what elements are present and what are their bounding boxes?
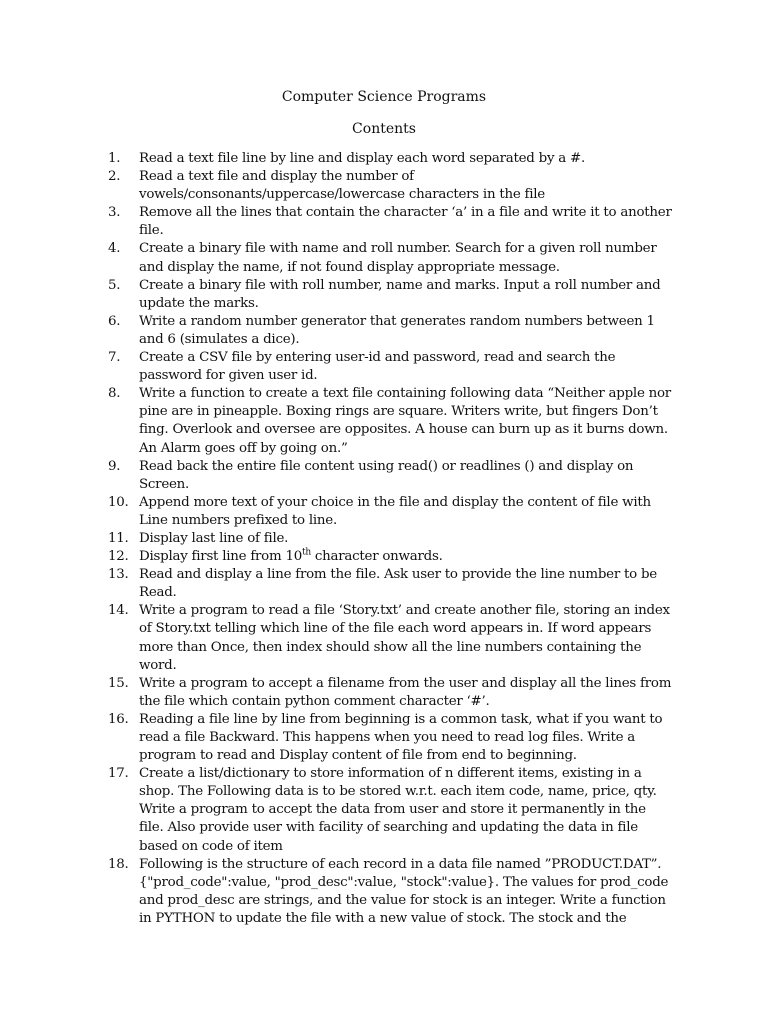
list-item bbox=[108, 566, 674, 602]
item-text: Read a text file and display the number of vowels/consonants/uppercase/lowercase characters in the file bbox=[139, 169, 545, 203]
item-text: Display last line of file. bbox=[139, 530, 289, 546]
item-number: 9. bbox=[108, 458, 121, 474]
list-item bbox=[108, 385, 674, 457]
item-text: Create a binary file with name and roll number. Search for a given roll number and display the name, if not found display appropriate message. bbox=[139, 241, 657, 275]
item-number: 4. bbox=[108, 241, 121, 257]
item-text: Write a function to create a text file containing following data “Neither apple nor pine are in pineapple. Boxing rings are square. Writers write, but fingers Don’t fing. Overlook and oversee are opposites. A house can burn up as it burns down. An Alarm goes off by going on.” bbox=[139, 386, 671, 456]
item-text: Following is the structure of each record in a data file named ”PRODUCT.DAT”. {"prod_code":value, "prod_desc":value, "stock":value}. The values for prod_code and prod_desc are strings, and the value for stock is an integer. Write a function in PYTHON to update the file with a new value of stock. The stock and the bbox=[139, 856, 669, 926]
list-item bbox=[108, 150, 674, 168]
list-item bbox=[108, 711, 674, 765]
list-item bbox=[108, 548, 674, 566]
item-number: 7. bbox=[108, 350, 121, 366]
item-number: 5. bbox=[108, 277, 121, 293]
list-item bbox=[108, 530, 674, 548]
item-number: 15. bbox=[108, 675, 129, 691]
list-item bbox=[108, 240, 674, 276]
item-text: Create a CSV file by entering user-id and password, read and search the password for given user id. bbox=[139, 350, 616, 384]
list-item bbox=[108, 313, 674, 349]
list-item bbox=[108, 675, 674, 711]
item-text: Read and display a line from the file. Ask user to provide the line number to be Read. bbox=[139, 567, 657, 601]
item-number: 2. bbox=[108, 169, 121, 185]
item-number: 13. bbox=[108, 567, 129, 583]
item-text: Read back the entire file content using read() or readlines () and display on Screen. bbox=[139, 458, 634, 492]
item-text: Write a program to accept a filename from the user and display all the lines from the file which contain python comment character ‘#’. bbox=[139, 675, 672, 709]
item-text: Create a binary file with roll number, name and marks. Input a roll number and update the marks. bbox=[139, 277, 661, 311]
item-number: 1. bbox=[108, 151, 121, 166]
list-item bbox=[108, 277, 674, 313]
item-number: 17. bbox=[108, 766, 129, 782]
item-number: 11. bbox=[108, 530, 129, 546]
item-text-after: character onwards. bbox=[310, 549, 443, 565]
document-title: Computer Science Programs bbox=[281, 89, 487, 105]
list-item bbox=[108, 765, 674, 855]
item-number: 14. bbox=[108, 603, 129, 619]
item-number: 3. bbox=[108, 205, 121, 221]
list-item bbox=[108, 856, 674, 928]
list-item bbox=[108, 204, 674, 240]
list-item bbox=[108, 349, 674, 385]
list-item bbox=[108, 458, 674, 494]
item-number: 18. bbox=[108, 856, 129, 872]
item-text bbox=[139, 548, 674, 566]
item-number: 10. bbox=[108, 494, 129, 510]
program-list bbox=[108, 150, 674, 928]
list-item bbox=[108, 168, 674, 204]
item-text: Append more text of your choice in the file and display the content of file with Line numbers prefixed to line. bbox=[139, 494, 651, 528]
list-item bbox=[108, 602, 674, 674]
item-text: Reading a file line by line from beginning is a common task, what if you want to read a file Backward. This happens when you need to read log files. Write a program to read and Display content of file from end to beginning. bbox=[139, 711, 663, 764]
item-number: 8. bbox=[108, 386, 121, 402]
item-text: Read a text file line by line and display each word separated by a #. bbox=[139, 151, 585, 166]
item-text: Write a random number generator that generates random numbers between 1 and 6 (simulates a dice). bbox=[139, 313, 655, 347]
item-number: 6. bbox=[108, 313, 121, 329]
item-text: Remove all the lines that contain the character ‘a’ in a file and write it to another file. bbox=[139, 205, 672, 239]
item-text: Create a list/dictionary to store information of n different items, existing in a shop. The Following data is to be stored w.r.t. each item code, name, price, qty. Write a program to accept the data from user and store it permanently in the file. Also provide user with facility of searching and updating the data in file based on code of item bbox=[139, 766, 657, 854]
ordinal-superscript: th bbox=[301, 547, 311, 558]
item-number: 16. bbox=[108, 711, 129, 727]
item-text: Write a program to read a file ‘Story.txt’ and create another file, storing an index of Story.txt telling which line of the file each word appears in. If word appears more than Once, then index should show all the line numbers containing the word. bbox=[139, 603, 670, 673]
list-item bbox=[108, 494, 674, 530]
item-text-before: Display first line from 10 bbox=[139, 549, 302, 565]
contents-heading: Contents bbox=[352, 121, 416, 137]
item-number: 12. bbox=[108, 549, 129, 565]
